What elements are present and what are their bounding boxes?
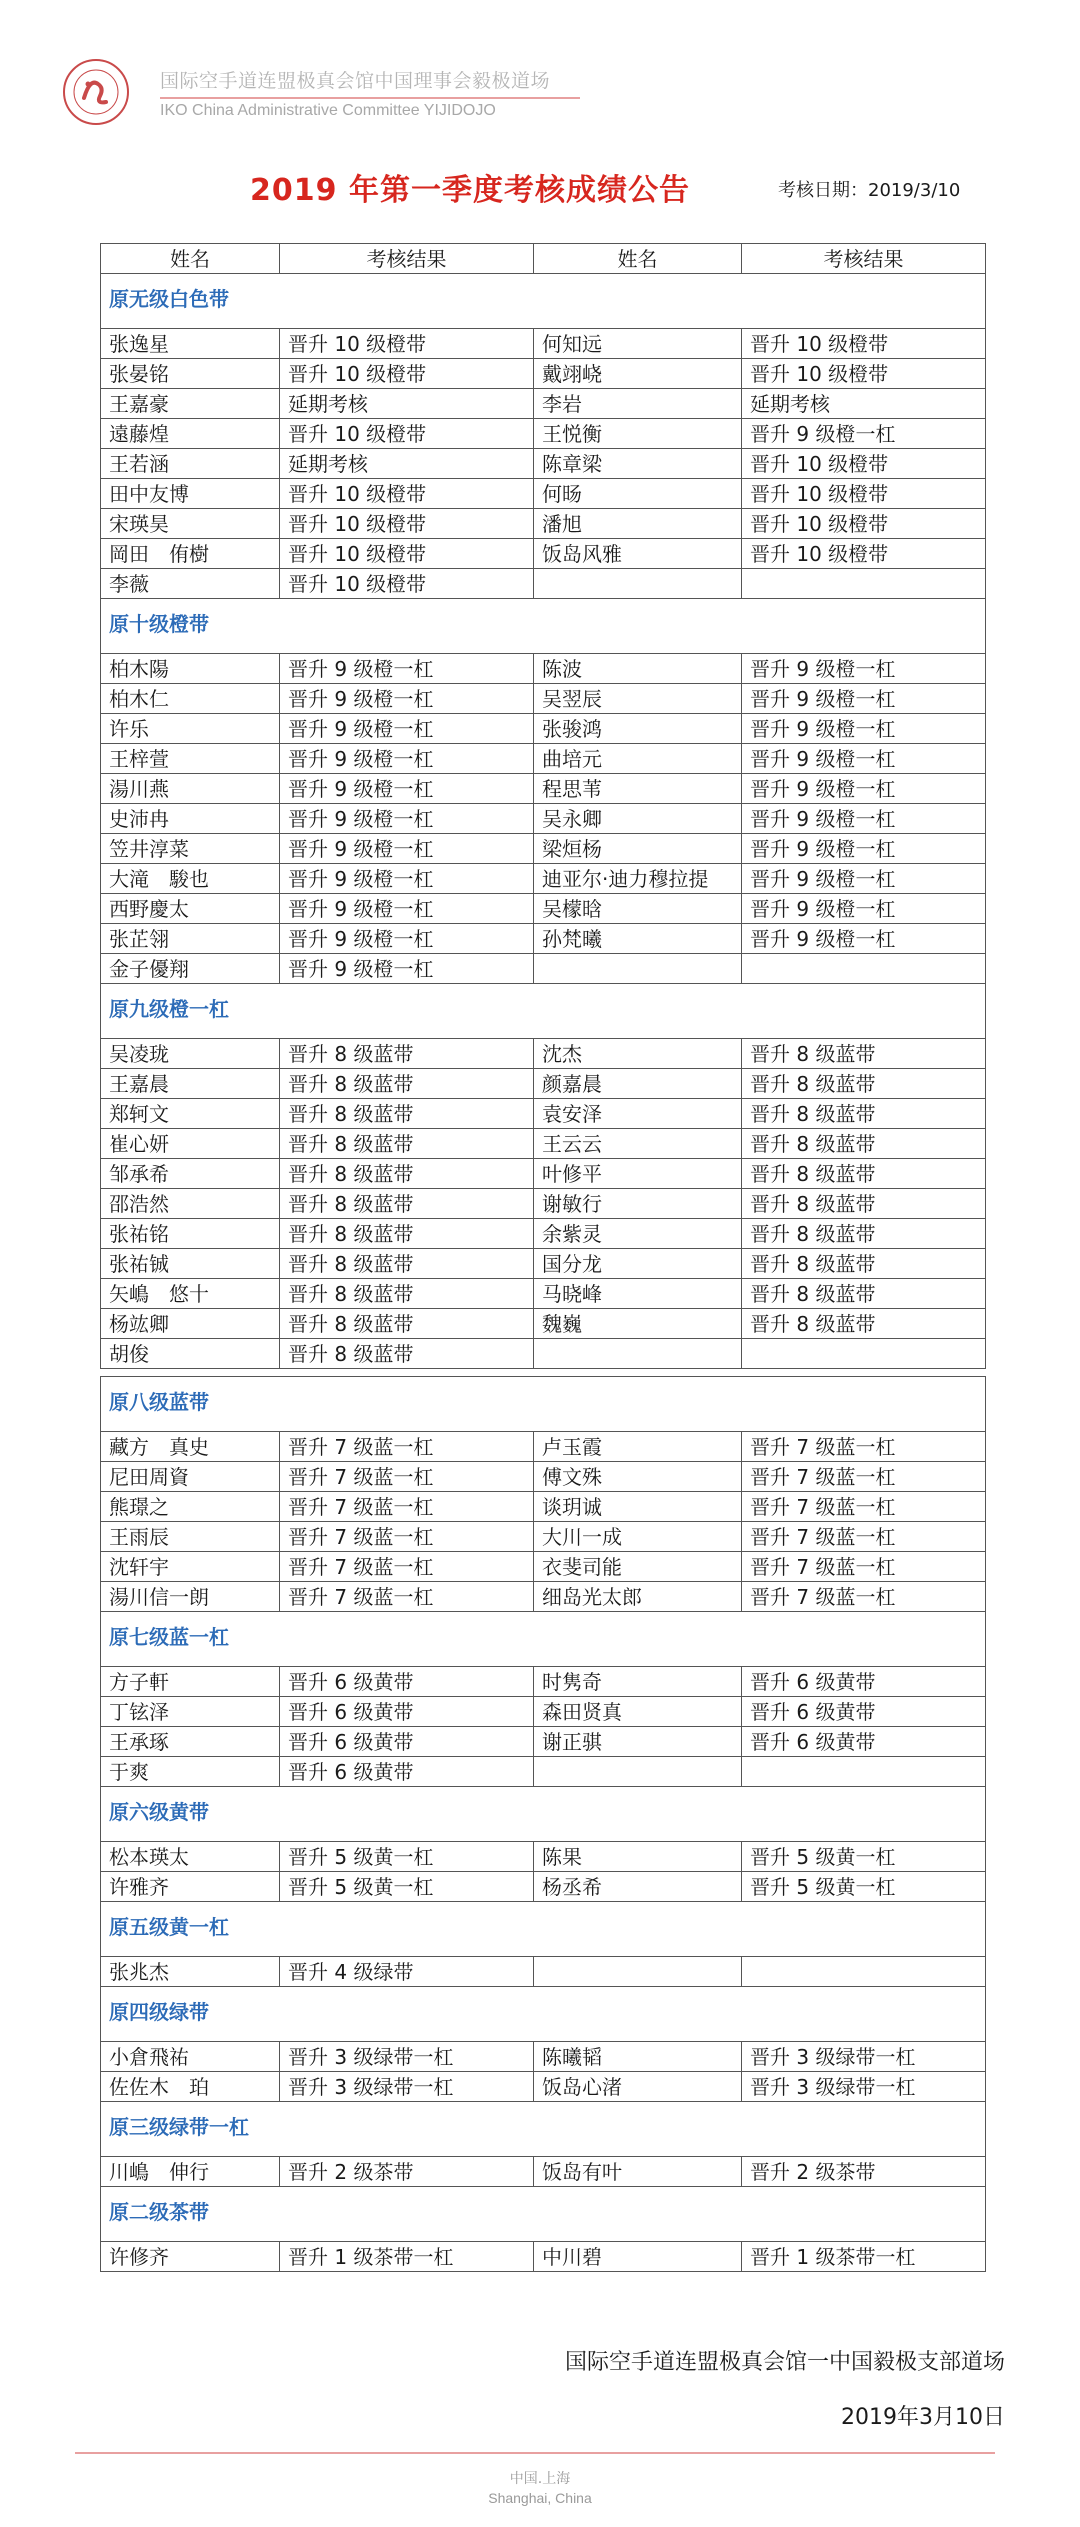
result-cell: 晋升 2 级茶带 bbox=[742, 2157, 986, 2187]
section-title: 原十级橙带 bbox=[101, 599, 986, 654]
student-name-cell: 李岩 bbox=[534, 389, 742, 419]
student-name-cell: 沈杰 bbox=[534, 1039, 742, 1069]
result-cell: 晋升 6 级黄带 bbox=[742, 1667, 986, 1697]
student-name-cell: 大滝 駿也 bbox=[101, 864, 280, 894]
result-cell bbox=[742, 1957, 986, 1987]
result-cell: 晋升 8 级蓝带 bbox=[280, 1039, 534, 1069]
result-cell: 晋升 8 级蓝带 bbox=[742, 1159, 986, 1189]
student-name-cell: 饭岛风雅 bbox=[534, 539, 742, 569]
result-cell: 晋升 1 级茶带一杠 bbox=[280, 2242, 534, 2272]
student-name-cell: 戴翊峣 bbox=[534, 359, 742, 389]
result-cell: 晋升 9 级橙一杠 bbox=[742, 924, 986, 954]
section-title: 原八级蓝带 bbox=[101, 1377, 986, 1432]
table-row bbox=[101, 804, 986, 834]
result-cell: 晋升 9 级橙一杠 bbox=[280, 774, 534, 804]
table-row bbox=[101, 1129, 986, 1159]
student-name-cell: 魏巍 bbox=[534, 1309, 742, 1339]
result-cell: 晋升 8 级蓝带 bbox=[280, 1099, 534, 1129]
table-row bbox=[101, 1339, 986, 1369]
student-name-cell: 王悦衡 bbox=[534, 419, 742, 449]
section-row bbox=[101, 599, 986, 654]
student-name-cell: 吴檬晗 bbox=[534, 894, 742, 924]
student-name-cell: 许修齐 bbox=[101, 2242, 280, 2272]
result-cell: 晋升 7 级蓝一杠 bbox=[742, 1492, 986, 1522]
result-cell: 晋升 8 级蓝带 bbox=[742, 1099, 986, 1129]
result-cell: 晋升 8 级蓝带 bbox=[280, 1069, 534, 1099]
org-name-zh: 国际空手道连盟极真会馆中国理事会毅极道场 bbox=[160, 70, 551, 92]
result-cell: 晋升 7 级蓝一杠 bbox=[280, 1462, 534, 1492]
student-name-cell bbox=[534, 1339, 742, 1369]
result-cell: 晋升 10 级橙带 bbox=[280, 539, 534, 569]
student-name-cell: 沈轩宇 bbox=[101, 1552, 280, 1582]
table-row bbox=[101, 449, 986, 479]
result-cell: 晋升 8 级蓝带 bbox=[742, 1039, 986, 1069]
student-name-cell: 吴永卿 bbox=[534, 804, 742, 834]
result-cell: 晋升 9 级橙一杠 bbox=[280, 954, 534, 984]
table-row bbox=[101, 684, 986, 714]
table-row bbox=[101, 864, 986, 894]
result-cell: 晋升 8 级蓝带 bbox=[280, 1159, 534, 1189]
result-cell: 延期考核 bbox=[280, 389, 534, 419]
result-cell: 晋升 6 级黄带 bbox=[280, 1697, 534, 1727]
student-name-cell: 笠井淳菜 bbox=[101, 834, 280, 864]
student-name-cell: 衣斐司能 bbox=[534, 1552, 742, 1582]
student-name-cell: 于爽 bbox=[101, 1757, 280, 1787]
student-name-cell: 金子優翔 bbox=[101, 954, 280, 984]
result-cell: 晋升 3 级绿带一杠 bbox=[280, 2042, 534, 2072]
result-cell: 晋升 1 级茶带一杠 bbox=[742, 2242, 986, 2272]
student-name-cell: 中川碧 bbox=[534, 2242, 742, 2272]
dojo-seal-logo bbox=[62, 58, 130, 126]
result-cell: 晋升 9 级橙一杠 bbox=[742, 419, 986, 449]
result-cell: 晋升 8 级蓝带 bbox=[280, 1309, 534, 1339]
section-title: 原六级黄带 bbox=[101, 1787, 986, 1842]
student-name-cell: 叶修平 bbox=[534, 1159, 742, 1189]
result-cell: 晋升 8 级蓝带 bbox=[280, 1129, 534, 1159]
table-row bbox=[101, 1582, 986, 1612]
student-name-cell: 张晏铭 bbox=[101, 359, 280, 389]
result-cell: 晋升 9 级橙一杠 bbox=[742, 804, 986, 834]
result-cell: 晋升 8 级蓝带 bbox=[280, 1279, 534, 1309]
student-name-cell: 张祐铭 bbox=[101, 1219, 280, 1249]
result-cell: 晋升 6 级黄带 bbox=[280, 1667, 534, 1697]
result-cell: 晋升 10 级橙带 bbox=[280, 329, 534, 359]
student-name-cell: 饭岛心渚 bbox=[534, 2072, 742, 2102]
letterhead bbox=[62, 58, 1022, 128]
student-name-cell: 方子軒 bbox=[101, 1667, 280, 1697]
section-title: 原三级绿带一杠 bbox=[101, 2102, 986, 2157]
section-row bbox=[101, 1377, 986, 1432]
result-cell: 延期考核 bbox=[742, 389, 986, 419]
student-name-cell: 藏方 真史 bbox=[101, 1432, 280, 1462]
table-row bbox=[101, 954, 986, 984]
student-name-cell: 小倉飛祐 bbox=[101, 2042, 280, 2072]
result-cell: 晋升 9 级橙一杠 bbox=[280, 894, 534, 924]
student-name-cell: 梁烜杨 bbox=[534, 834, 742, 864]
result-cell: 延期考核 bbox=[280, 449, 534, 479]
student-name-cell: 郑轲文 bbox=[101, 1099, 280, 1129]
student-name-cell: 尼田周資 bbox=[101, 1462, 280, 1492]
student-name-cell: 大川一成 bbox=[534, 1522, 742, 1552]
table-row bbox=[101, 1552, 986, 1582]
result-cell: 晋升 2 级茶带 bbox=[280, 2157, 534, 2187]
result-cell: 晋升 8 级蓝带 bbox=[280, 1189, 534, 1219]
table-row bbox=[101, 894, 986, 924]
table-row bbox=[101, 1872, 986, 1902]
result-cell: 晋升 10 级橙带 bbox=[742, 539, 986, 569]
result-cell bbox=[742, 1339, 986, 1369]
student-name-cell: 孙梵曦 bbox=[534, 924, 742, 954]
table-row bbox=[101, 1462, 986, 1492]
result-cell: 晋升 6 级黄带 bbox=[742, 1697, 986, 1727]
result-cell: 晋升 8 级蓝带 bbox=[742, 1309, 986, 1339]
result-cell: 晋升 7 级蓝一杠 bbox=[742, 1552, 986, 1582]
student-name-cell: 矢嶋 悠十 bbox=[101, 1279, 280, 1309]
result-cell: 晋升 9 级橙一杠 bbox=[280, 924, 534, 954]
student-name-cell: 崔心妍 bbox=[101, 1129, 280, 1159]
table-row bbox=[101, 1069, 986, 1099]
student-name-cell: 森田贤真 bbox=[534, 1697, 742, 1727]
student-name-cell: 许雅齐 bbox=[101, 1872, 280, 1902]
table-row bbox=[101, 1189, 986, 1219]
result-cell: 晋升 10 级橙带 bbox=[742, 359, 986, 389]
student-name-cell: 邹承希 bbox=[101, 1159, 280, 1189]
result-cell: 晋升 9 级橙一杠 bbox=[742, 744, 986, 774]
result-cell: 晋升 8 级蓝带 bbox=[742, 1219, 986, 1249]
result-cell: 晋升 8 级蓝带 bbox=[742, 1279, 986, 1309]
student-name-cell: 丁铉泽 bbox=[101, 1697, 280, 1727]
table-row bbox=[101, 1492, 986, 1522]
table-row bbox=[101, 654, 986, 684]
result-cell: 晋升 5 级黄一杠 bbox=[280, 1842, 534, 1872]
student-name-cell: 何旸 bbox=[534, 479, 742, 509]
section-row bbox=[101, 1612, 986, 1667]
table-row bbox=[101, 1279, 986, 1309]
section-row bbox=[101, 1787, 986, 1842]
section-row bbox=[101, 1987, 986, 2042]
table-row bbox=[101, 329, 986, 359]
signature-date: 2019年3月10日 bbox=[841, 2405, 1005, 2430]
student-name-cell: 许乐 bbox=[101, 714, 280, 744]
result-cell: 晋升 8 级蓝带 bbox=[742, 1189, 986, 1219]
result-cell: 晋升 7 级蓝一杠 bbox=[280, 1432, 534, 1462]
student-name-cell: 松本瑛太 bbox=[101, 1842, 280, 1872]
header-result: 考核结果 bbox=[280, 244, 534, 274]
result-cell: 晋升 10 级橙带 bbox=[280, 569, 534, 599]
table-row bbox=[101, 1522, 986, 1552]
table-row bbox=[101, 1432, 986, 1462]
student-name-cell: 宋瑛昊 bbox=[101, 509, 280, 539]
results-table-part-2 bbox=[100, 1376, 986, 2272]
table-row bbox=[101, 1842, 986, 1872]
student-name-cell: 王承琢 bbox=[101, 1727, 280, 1757]
result-cell: 晋升 8 级蓝带 bbox=[742, 1069, 986, 1099]
student-name-cell: 田中友博 bbox=[101, 479, 280, 509]
result-cell: 晋升 8 级蓝带 bbox=[280, 1249, 534, 1279]
student-name-cell: 饭岛有叶 bbox=[534, 2157, 742, 2187]
student-name-cell: 王云云 bbox=[534, 1129, 742, 1159]
result-cell: 晋升 9 级橙一杠 bbox=[280, 744, 534, 774]
result-cell: 晋升 10 级橙带 bbox=[742, 449, 986, 479]
student-name-cell: 王雨辰 bbox=[101, 1522, 280, 1552]
table-row bbox=[101, 2157, 986, 2187]
student-name-cell: 余紫灵 bbox=[534, 1219, 742, 1249]
result-cell: 晋升 6 级黄带 bbox=[280, 1727, 534, 1757]
student-name-cell: 佐佐木 珀 bbox=[101, 2072, 280, 2102]
table-row bbox=[101, 1957, 986, 1987]
result-cell: 晋升 7 级蓝一杠 bbox=[742, 1582, 986, 1612]
result-cell: 晋升 10 级橙带 bbox=[280, 359, 534, 389]
result-cell: 晋升 3 级绿带一杠 bbox=[280, 2072, 534, 2102]
footer-city-zh: 中国.上海 bbox=[509, 2471, 571, 2487]
student-name-cell: 吴翌辰 bbox=[534, 684, 742, 714]
student-name-cell bbox=[534, 1757, 742, 1787]
section-row bbox=[101, 274, 986, 329]
student-name-cell: 湯川燕 bbox=[101, 774, 280, 804]
student-name-cell: 吴凌珑 bbox=[101, 1039, 280, 1069]
student-name-cell: 张祐铖 bbox=[101, 1249, 280, 1279]
section-row bbox=[101, 2102, 986, 2157]
table-row bbox=[101, 2042, 986, 2072]
student-name-cell: 谈玥诚 bbox=[534, 1492, 742, 1522]
results-table-part-1 bbox=[100, 243, 986, 1369]
result-cell: 晋升 9 级橙一杠 bbox=[742, 714, 986, 744]
header-name: 姓名 bbox=[101, 244, 280, 274]
student-name-cell: 颜嘉晨 bbox=[534, 1069, 742, 1099]
table-row bbox=[101, 2072, 986, 2102]
result-cell: 晋升 10 级橙带 bbox=[280, 509, 534, 539]
student-name-cell: 陈章梁 bbox=[534, 449, 742, 479]
result-cell: 晋升 7 级蓝一杠 bbox=[742, 1432, 986, 1462]
student-name-cell: 曲培元 bbox=[534, 744, 742, 774]
result-cell: 晋升 7 级蓝一杠 bbox=[280, 1582, 534, 1612]
student-name-cell: 傅文殊 bbox=[534, 1462, 742, 1492]
result-cell: 晋升 7 级蓝一杠 bbox=[280, 1552, 534, 1582]
result-cell: 晋升 3 级绿带一杠 bbox=[742, 2042, 986, 2072]
student-name-cell: 熊璟之 bbox=[101, 1492, 280, 1522]
result-cell: 晋升 8 级蓝带 bbox=[280, 1219, 534, 1249]
table-row bbox=[101, 1757, 986, 1787]
student-name-cell: 张芷翎 bbox=[101, 924, 280, 954]
table-row bbox=[101, 924, 986, 954]
student-name-cell: 马晓峰 bbox=[534, 1279, 742, 1309]
student-name-cell: 迪亚尔·迪力穆拉提 bbox=[534, 864, 742, 894]
result-cell: 晋升 7 级蓝一杠 bbox=[280, 1492, 534, 1522]
table-row bbox=[101, 389, 986, 419]
student-name-cell: 湯川信一朗 bbox=[101, 1582, 280, 1612]
student-name-cell: 陈波 bbox=[534, 654, 742, 684]
result-cell: 晋升 5 级黄一杠 bbox=[742, 1842, 986, 1872]
signature-org: 国际空手道连盟极真会馆一中国毅极支部道场 bbox=[564, 2350, 1005, 2375]
result-cell: 晋升 8 级蓝带 bbox=[280, 1339, 534, 1369]
result-cell: 晋升 9 级橙一杠 bbox=[280, 714, 534, 744]
result-cell: 晋升 7 级蓝一杠 bbox=[742, 1522, 986, 1552]
student-name-cell bbox=[534, 569, 742, 599]
student-name-cell: 陈果 bbox=[534, 1842, 742, 1872]
exam-date: 考核日期：2019/3/10 bbox=[778, 180, 961, 201]
result-cell: 晋升 9 级橙一杠 bbox=[742, 864, 986, 894]
student-name-cell: 史沛冉 bbox=[101, 804, 280, 834]
student-name-cell: 王嘉晨 bbox=[101, 1069, 280, 1099]
student-name-cell: 袁安泽 bbox=[534, 1099, 742, 1129]
student-name-cell: 程思苇 bbox=[534, 774, 742, 804]
result-cell: 晋升 10 级橙带 bbox=[280, 419, 534, 449]
student-name-cell: 细岛光太郎 bbox=[534, 1582, 742, 1612]
result-cell: 晋升 10 级橙带 bbox=[742, 509, 986, 539]
student-name-cell: 遠藤煌 bbox=[101, 419, 280, 449]
section-title: 原九级橙一杠 bbox=[101, 984, 986, 1039]
result-cell: 晋升 10 级橙带 bbox=[742, 479, 986, 509]
table-row bbox=[101, 714, 986, 744]
result-cell bbox=[742, 569, 986, 599]
page-title: 2019 年第一季度考核成绩公告 bbox=[250, 173, 690, 208]
section-row bbox=[101, 984, 986, 1039]
table-row bbox=[101, 1309, 986, 1339]
student-name-cell: 杨丞希 bbox=[534, 1872, 742, 1902]
result-cell: 晋升 9 级橙一杠 bbox=[742, 834, 986, 864]
result-cell: 晋升 5 级黄一杠 bbox=[280, 1872, 534, 1902]
header-result: 考核结果 bbox=[742, 244, 986, 274]
table-row bbox=[101, 569, 986, 599]
table-header-row bbox=[101, 244, 986, 274]
student-name-cell: 谢敏行 bbox=[534, 1189, 742, 1219]
result-cell: 晋升 3 级绿带一杠 bbox=[742, 2072, 986, 2102]
table-row bbox=[101, 744, 986, 774]
table-row bbox=[101, 774, 986, 804]
student-name-cell: 张兆杰 bbox=[101, 1957, 280, 1987]
table-row bbox=[101, 834, 986, 864]
result-cell: 晋升 8 级蓝带 bbox=[742, 1129, 986, 1159]
table-row bbox=[101, 1039, 986, 1069]
section-row bbox=[101, 2187, 986, 2242]
result-cell: 晋升 10 级橙带 bbox=[742, 329, 986, 359]
table-row bbox=[101, 2242, 986, 2272]
student-name-cell: 王若涵 bbox=[101, 449, 280, 479]
result-cell: 晋升 9 级橙一杠 bbox=[280, 864, 534, 894]
header-divider bbox=[160, 97, 580, 99]
section-title: 原七级蓝一杠 bbox=[101, 1612, 986, 1667]
student-name-cell: 谢正骐 bbox=[534, 1727, 742, 1757]
section-title: 原无级白色带 bbox=[101, 274, 986, 329]
result-cell: 晋升 10 级橙带 bbox=[280, 479, 534, 509]
result-cell: 晋升 4 级绿带 bbox=[280, 1957, 534, 1987]
table-row bbox=[101, 1667, 986, 1697]
student-name-cell: 李薇 bbox=[101, 569, 280, 599]
student-name-cell: 卢玉霞 bbox=[534, 1432, 742, 1462]
header-name: 姓名 bbox=[534, 244, 742, 274]
table-row bbox=[101, 1249, 986, 1279]
footer-city-en: Shanghai, China bbox=[488, 2490, 592, 2506]
student-name-cell: 王嘉豪 bbox=[101, 389, 280, 419]
table-row bbox=[101, 1219, 986, 1249]
table-row bbox=[101, 1099, 986, 1129]
org-name-en: IKO China Administrative Committee YIJIDOJO bbox=[160, 102, 496, 119]
result-cell: 晋升 7 级蓝一杠 bbox=[742, 1462, 986, 1492]
student-name-cell: 川嶋 伸行 bbox=[101, 2157, 280, 2187]
student-name-cell: 胡俊 bbox=[101, 1339, 280, 1369]
student-name-cell bbox=[534, 1957, 742, 1987]
table-row bbox=[101, 479, 986, 509]
student-name-cell: 潘旭 bbox=[534, 509, 742, 539]
student-name-cell: 柏木陽 bbox=[101, 654, 280, 684]
table-row bbox=[101, 359, 986, 389]
student-name-cell: 何知远 bbox=[534, 329, 742, 359]
section-title: 原二级茶带 bbox=[101, 2187, 986, 2242]
result-cell: 晋升 5 级黄一杠 bbox=[742, 1872, 986, 1902]
table-row bbox=[101, 509, 986, 539]
student-name-cell: 岡田 侑樹 bbox=[101, 539, 280, 569]
student-name-cell: 时隽奇 bbox=[534, 1667, 742, 1697]
student-name-cell: 柏木仁 bbox=[101, 684, 280, 714]
student-name-cell: 陈曦韬 bbox=[534, 2042, 742, 2072]
result-cell: 晋升 9 级橙一杠 bbox=[742, 894, 986, 924]
table-row bbox=[101, 1159, 986, 1189]
result-cell: 晋升 9 级橙一杠 bbox=[280, 834, 534, 864]
result-cell: 晋升 8 级蓝带 bbox=[742, 1249, 986, 1279]
student-name-cell: 王梓萱 bbox=[101, 744, 280, 774]
student-name-cell: 杨竑卿 bbox=[101, 1309, 280, 1339]
result-cell: 晋升 9 级橙一杠 bbox=[280, 804, 534, 834]
student-name-cell: 邵浩然 bbox=[101, 1189, 280, 1219]
student-name-cell bbox=[534, 954, 742, 984]
student-name-cell: 张逸星 bbox=[101, 329, 280, 359]
result-cell bbox=[742, 1757, 986, 1787]
table-row bbox=[101, 539, 986, 569]
result-cell: 晋升 9 级橙一杠 bbox=[280, 654, 534, 684]
result-cell bbox=[742, 954, 986, 984]
table-row bbox=[101, 1727, 986, 1757]
section-row bbox=[101, 1902, 986, 1957]
result-cell: 晋升 7 级蓝一杠 bbox=[280, 1522, 534, 1552]
result-cell: 晋升 6 级黄带 bbox=[280, 1757, 534, 1787]
result-cell: 晋升 6 级黄带 bbox=[742, 1727, 986, 1757]
result-cell: 晋升 9 级橙一杠 bbox=[742, 654, 986, 684]
table-row bbox=[101, 1697, 986, 1727]
result-cell: 晋升 9 级橙一杠 bbox=[742, 684, 986, 714]
student-name-cell: 张骏鸿 bbox=[534, 714, 742, 744]
result-cell: 晋升 9 级橙一杠 bbox=[742, 774, 986, 804]
student-name-cell: 国分龙 bbox=[534, 1249, 742, 1279]
table-row bbox=[101, 419, 986, 449]
section-title: 原五级黄一杠 bbox=[101, 1902, 986, 1957]
footer-divider bbox=[75, 2452, 995, 2454]
result-cell: 晋升 9 级橙一杠 bbox=[280, 684, 534, 714]
section-title: 原四级绿带 bbox=[101, 1987, 986, 2042]
student-name-cell: 西野慶太 bbox=[101, 894, 280, 924]
